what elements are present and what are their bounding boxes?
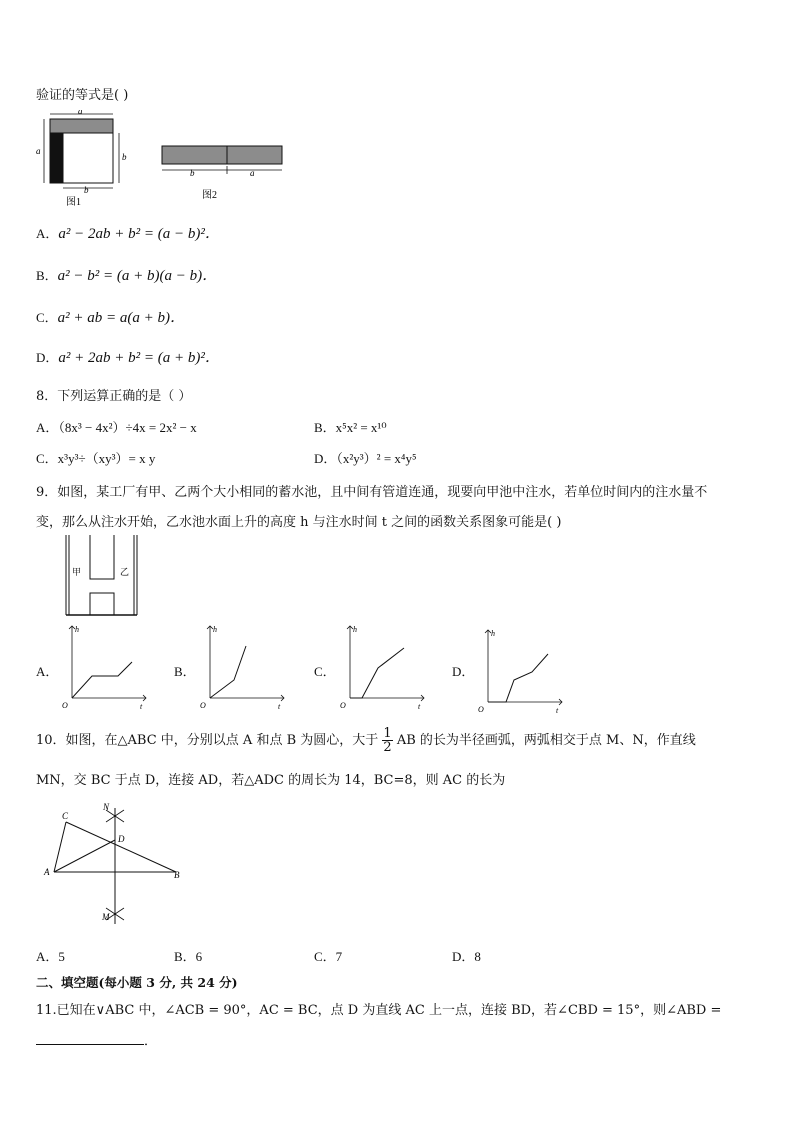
pool-left-label: 甲 xyxy=(72,567,82,577)
fig1-label-a-top: a xyxy=(78,110,83,116)
point-a: A xyxy=(44,867,50,877)
q9-option-d-graph[interactable] xyxy=(476,624,566,714)
q9-option-b-graph[interactable] xyxy=(198,620,288,710)
q10-option-b[interactable]: B．6 xyxy=(174,949,203,964)
q7-option-b[interactable]: B．a² − b² = (a + b)(a − b)． xyxy=(36,268,218,284)
q11-answer-line[interactable]: ． xyxy=(36,1030,157,1049)
point-c: C xyxy=(62,811,69,821)
fig1-label-b-right: b xyxy=(122,152,127,162)
q8-option-d[interactable]: D．（x²y³）² = x⁴y⁵ xyxy=(314,451,417,466)
graph-b-axis-h: h xyxy=(213,625,217,634)
graph-b-axis-t: t xyxy=(278,702,281,710)
graph-c-axis-t: t xyxy=(418,702,421,710)
q8-option-a[interactable]: A．（8x³ − 4x²）÷4x = 2x² − x xyxy=(36,420,197,435)
q7-option-c[interactable]: C．a² + ab = a(a + b)． xyxy=(36,310,186,326)
graph-b-origin: O xyxy=(200,701,206,710)
graph-a-axis-t: t xyxy=(140,702,143,710)
fig2-label-b: b xyxy=(190,168,195,178)
q10-option-c[interactable]: C．7 xyxy=(314,949,343,964)
pool-right-label: 乙 xyxy=(120,567,130,577)
graph-c-origin: O xyxy=(340,701,346,710)
q10-stem-line2: MN，交 BC 于点 D，连接 AD，若△ADC 的周长为 14，BC=8，则 AC 的长为 xyxy=(36,773,506,788)
q7-stem-tail: 验证的等式是( ) xyxy=(36,88,129,103)
q9-option-a-label[interactable]: A． xyxy=(36,664,59,679)
graph-a-origin: O xyxy=(62,701,68,710)
section-2-heading: 二、填空题(每小题 3 分, 共 24 分) xyxy=(36,975,238,990)
graph-a-axis-h: h xyxy=(75,625,79,634)
q8-option-b[interactable]: B．x⁵x² = x¹⁰ xyxy=(314,420,387,435)
q10-option-d[interactable]: D．8 xyxy=(452,949,481,964)
q7-option-a[interactable]: A．a² − 2ab + b² = (a − b)²． xyxy=(36,226,220,242)
q10-triangle-figure xyxy=(40,800,190,930)
point-b: B xyxy=(174,870,180,880)
q10-option-a[interactable]: A．5 xyxy=(36,949,65,964)
graph-d-axis-h: h xyxy=(491,629,495,638)
q9-option-c-graph[interactable] xyxy=(338,620,428,710)
point-n: N xyxy=(103,802,110,812)
q9-pools-figure xyxy=(62,535,142,617)
fig2-caption: 图2 xyxy=(202,190,217,201)
fraction-half: $\frac{1}{2}$ xyxy=(383,726,392,755)
fig1-label-b-bottom: b xyxy=(84,185,89,195)
fig2-label-a: a xyxy=(250,168,255,178)
q9-option-c-label[interactable]: C． xyxy=(314,664,336,679)
answer-blank[interactable] xyxy=(36,1034,144,1045)
q9-option-a-graph[interactable] xyxy=(60,620,150,710)
q9-option-b-label[interactable]: B． xyxy=(174,664,196,679)
graph-c-axis-h: h xyxy=(353,625,357,634)
q7-figure-2 xyxy=(158,140,288,205)
q9-option-d-label[interactable]: D． xyxy=(452,664,475,679)
q9-stem-line2: 变，那么从注水开始，乙水池水面上升的高度 h 与注水时间 t 之间的函数关系图象可能是( ) xyxy=(36,515,562,530)
q11-stem: 11.已知在∨ABC 中，∠ACB = 90°，AC = BC，点 D 为直线 AC 上一点，连接 BD，若∠CBD = 15°，则∠ABD = xyxy=(36,1003,722,1018)
point-d: D xyxy=(118,834,125,844)
point-m: M xyxy=(102,912,110,922)
q8-option-c[interactable]: C．x³y³÷（xy³）= x y xyxy=(36,451,156,466)
q8-stem: 8．下列运算正确的是（ ） xyxy=(36,389,192,404)
q9-stem-line1: 9．如图，某工厂有甲、乙两个大小相同的蓄水池，且中间有管道连通，现要向甲池中注水，若单位时间内的注水量不 xyxy=(36,485,708,500)
q7-option-d[interactable]: D．a² + 2ab + b² = (a + b)²． xyxy=(36,350,220,366)
q7-figure-1 xyxy=(36,110,131,210)
q10-stem-line1: 10．如图，在△ABC 中，分别以点 A 和点 B 为圆心，大于 $\frac{1}{2}$ AB 的长为半径画弧，两弧相交于点 M、N，作直线 xyxy=(36,726,696,755)
graph-d-axis-t: t xyxy=(556,706,559,714)
graph-d-origin: O xyxy=(478,705,484,714)
fig1-caption: 图1 xyxy=(66,197,81,208)
fig1-label-a-left: a xyxy=(36,146,41,156)
